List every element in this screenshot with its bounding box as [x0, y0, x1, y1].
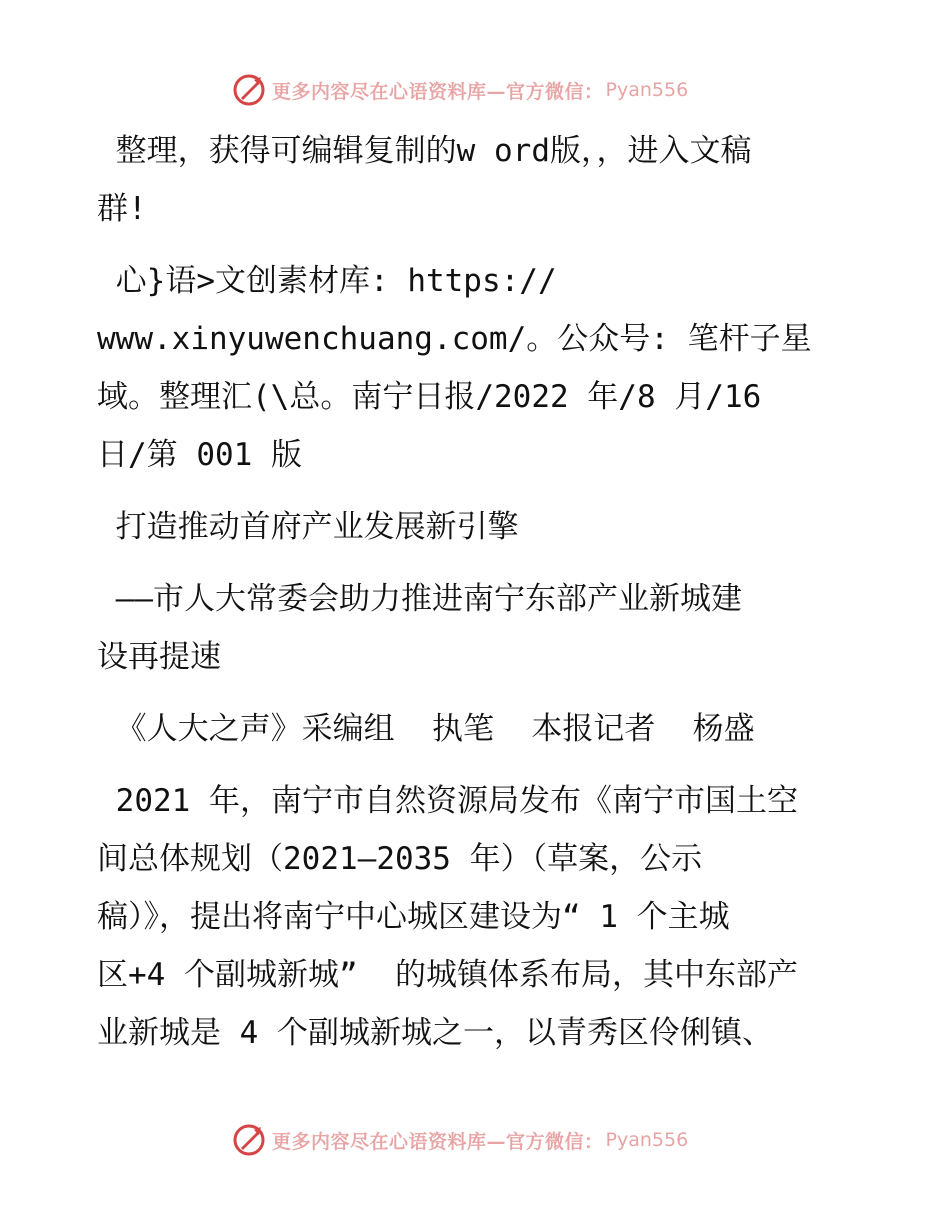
text-line: 域。整理汇(\总。南宁日报/2022 年/8 月/16 — [97, 379, 762, 415]
paragraph — [97, 570, 857, 686]
text-line: 群! — [97, 191, 147, 227]
text-line: 心}语>文创素材库: https:// — [97, 263, 557, 299]
footer-banner — [232, 1122, 688, 1158]
quill-logo-icon — [232, 73, 266, 107]
text-line: 日/第 001 版 — [97, 437, 302, 473]
text-line: 整理，获得可编辑复制的w ord版，，进入文稿 — [97, 133, 752, 169]
text-line: 间总体规划（2021—2035 年）（草案，公示 — [97, 841, 703, 877]
paragraph — [97, 252, 857, 484]
quill-logo-icon — [232, 1123, 266, 1157]
footer-banner-text: 更多内容尽在心语资料库—官方微信： — [272, 1130, 604, 1153]
text-line: www.xinyuwenchuang.com/。公众号: 笔杆子星 — [97, 321, 812, 357]
text-line: 《人大之声》采编组 执笔 本报记者 杨盛 — [97, 711, 755, 747]
header-banner — [232, 72, 688, 108]
text-line: 业新城是 4 个副城新城之一，以青秀区伶俐镇、 — [97, 1015, 773, 1051]
text-line: 2021 年，南宁市自然资源局发布《南宁市国土空 — [97, 783, 798, 819]
paragraph — [97, 498, 857, 556]
paragraph — [97, 772, 857, 1062]
text-line: ——市人大常委会助力推进南宁东部产业新城建 — [97, 581, 742, 617]
paragraph — [97, 700, 857, 758]
text-line: 设再提速 — [97, 639, 221, 675]
footer-wechat-id: Pyan556 — [605, 1129, 689, 1151]
header-wechat-id: Pyan556 — [605, 79, 689, 101]
paragraph — [97, 122, 857, 238]
text-line: 稿）》，提出将南宁中心城区建设为“ 1 个主城 — [97, 899, 730, 935]
header-banner-text: 更多内容尽在心语资料库—官方微信： — [272, 80, 604, 103]
text-line: 打造推动首府产业发展新引擎 — [97, 509, 519, 545]
text-line: 区+4 个副城新城” 的城镇体系布局，其中东部产 — [97, 957, 798, 993]
article-body — [97, 122, 857, 1062]
